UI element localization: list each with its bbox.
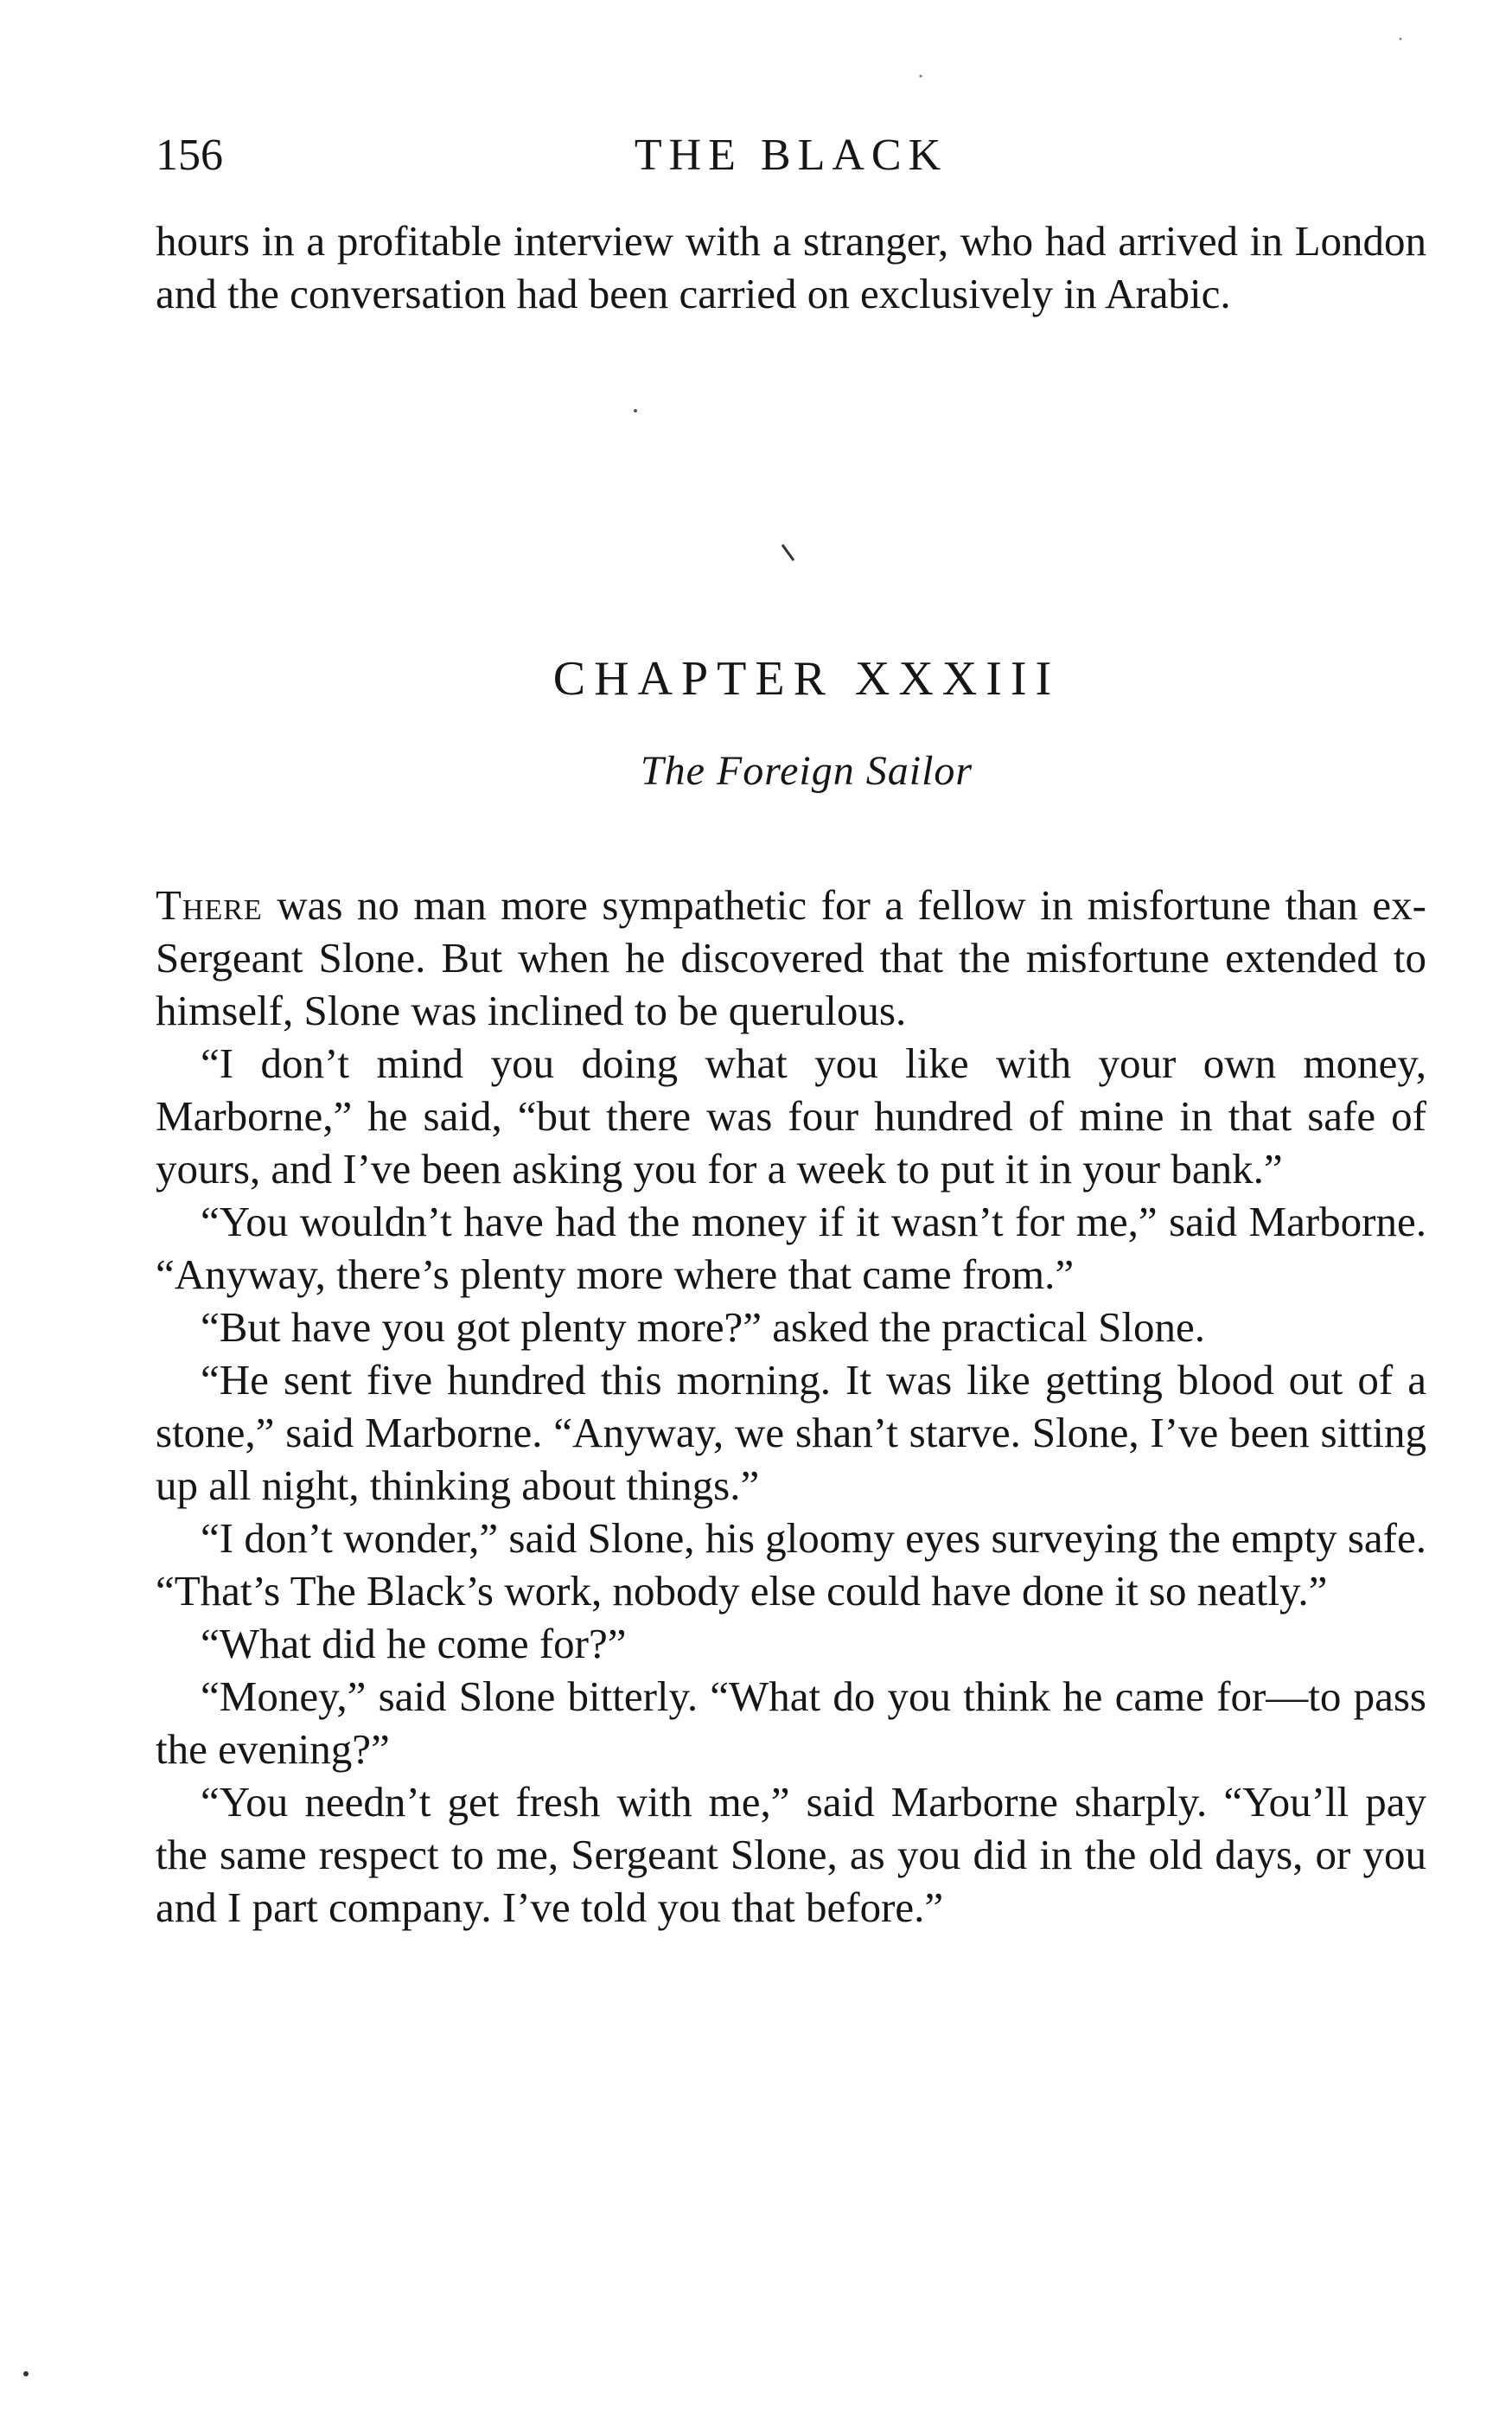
- page-number: 156: [156, 131, 223, 180]
- carryover-paragraph: hours in a profitable interview with a stranger, who had arrived in London and the conversation had been carried on exclusively in Arabic.: [156, 217, 1426, 317]
- paragraph: “I don’t mind you doing what you like with your own money, Marborne,” he said, “but there was four hundred of mine in that safe of yours, and I’ve been asking you for a week to put it in your bank.”: [156, 1039, 1426, 1193]
- opening-paragraph: [156, 879, 1426, 1037]
- chapter-text-block: [156, 879, 1426, 1934]
- ink-speck: [1400, 38, 1402, 41]
- paragraph: “What did he come for?”: [201, 1620, 627, 1667]
- ink-speck: [634, 409, 637, 412]
- chapter-heading: CHAPTER XXXIII: [552, 652, 1061, 706]
- paragraph: “But have you got plenty more?” asked the practical Slone.: [201, 1303, 1206, 1351]
- paragraph: “Money,” said Slone bitterly. “What do you think he came for—to pass the evening?”: [156, 1672, 1426, 1773]
- chapter-subtitle: The Foreign Sailor: [640, 748, 973, 794]
- carryover-text-block: [156, 214, 1426, 320]
- running-head: [156, 125, 1426, 186]
- paragraph: “I don’t wonder,” said Slone, his gloomy eyes surveying the empty safe. “That’s The Black’s work, nobody else could have done it so neatly.”: [156, 1514, 1426, 1615]
- ink-mark: [782, 545, 794, 560]
- paragraph: “You wouldn’t have had the money if it wasn’t for me,” said Marborne. “Anyway, there’s plenty more where that came from.”: [156, 1198, 1426, 1298]
- ink-speck: [23, 2371, 29, 2376]
- paragraph: “He sent five hundred this morning. It was like getting blood out of a stone,” said Marborne. “Anyway, we shan’t starve. Slone, I’ve been sitting up all night, thinking about things.”: [156, 1356, 1426, 1509]
- paragraph: “You needn’t get fresh with me,” said Marborne sharply. “You’ll pay the same respect to me, Sergeant Slone, as you did in the old days, or you and I part company. I’ve told you that before.”: [156, 1778, 1426, 1931]
- opening-word: There: [156, 881, 263, 929]
- ink-speck: [920, 75, 922, 78]
- running-title: THE BLACK: [634, 131, 948, 180]
- opening-paragraph-text: was no man more sympathetic for a fellow in misfortune than ex-Sergeant Slone. But when he discovered that the misfortune extended to himself, Slone was inclined to be querulous.: [156, 881, 1426, 1034]
